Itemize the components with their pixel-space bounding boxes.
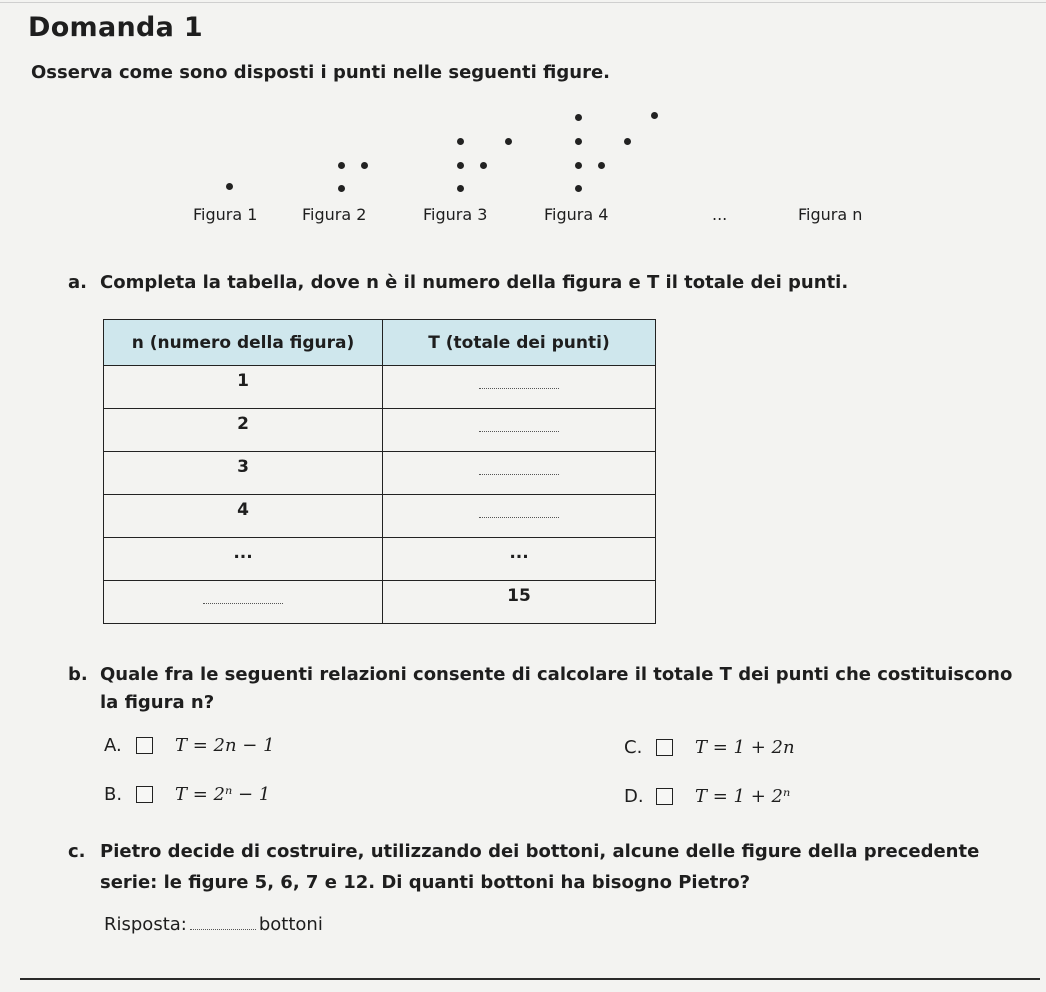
option-formula: T = 1 + 2ⁿ: [695, 786, 791, 807]
part-a-letter: a.: [68, 272, 87, 293]
question-intro: Osserva come sono disposti i punti nelle seguenti figure.: [31, 62, 611, 83]
option-label: C.: [624, 737, 643, 758]
cell-t-blank[interactable]: [383, 452, 656, 495]
dot: [575, 162, 582, 169]
figure-label: ...: [712, 205, 728, 224]
option-formula: T = 2n − 1: [175, 735, 275, 756]
part-b-letter: b.: [68, 664, 88, 685]
answer-unit: bottoni: [258, 914, 323, 935]
dot: [505, 138, 512, 145]
answer-line: [104, 914, 323, 935]
cell-n-blank[interactable]: [104, 581, 383, 624]
dot: [651, 112, 658, 119]
dot: [598, 162, 605, 169]
dot: [338, 162, 345, 169]
option-label: A.: [104, 735, 122, 756]
part-c-prompt-line2: serie: le figure 5, 6, 7 e 12. Di quanti bottoni ha bisogno Pietro?: [100, 872, 751, 893]
dot: [624, 138, 631, 145]
figure-label: Figura n: [798, 205, 863, 224]
checkbox[interactable]: [656, 788, 673, 805]
table-header-n: n (numero della figura): [104, 320, 383, 366]
table-header-t: T (totale dei punti): [383, 320, 656, 366]
table-row: [104, 581, 656, 624]
part-a-prompt: [68, 269, 848, 297]
cell-n: 1: [104, 366, 383, 409]
dot: [457, 138, 464, 145]
option-a[interactable]: [104, 735, 275, 756]
part-c-prompt: [68, 838, 979, 866]
cell-n: 3: [104, 452, 383, 495]
part-b-text-line1: Quale fra le seguenti relazioni consente di calcolare il totale T dei punti che costituiscono: [100, 664, 1013, 685]
dot: [575, 114, 582, 121]
dot: [575, 138, 582, 145]
checkbox[interactable]: [136, 786, 153, 803]
part-a-text: Completa la tabella, dove n è il numero della figura e T il totale dei punti.: [100, 272, 849, 293]
cell-t-blank[interactable]: [383, 366, 656, 409]
cell-t: ...: [383, 538, 656, 581]
dot: [457, 185, 464, 192]
dot: [480, 162, 487, 169]
part-c-letter: c.: [68, 841, 86, 862]
part-b-prompt-line2: la figura n?: [100, 692, 215, 713]
answer-blank[interactable]: [190, 915, 256, 930]
table-row: [104, 409, 656, 452]
option-label: B.: [104, 784, 123, 805]
figure-label: Figura 1: [193, 205, 258, 224]
figure-label: Figura 4: [544, 205, 609, 224]
part-b-prompt: [68, 661, 1012, 689]
dot: [361, 162, 368, 169]
checkbox[interactable]: [136, 737, 153, 754]
figure-label: Figura 2: [302, 205, 367, 224]
points-table: [103, 319, 656, 624]
answer-label: Risposta:: [104, 914, 187, 935]
cell-t: 15: [383, 581, 656, 624]
option-d[interactable]: [624, 786, 790, 807]
cell-t-blank[interactable]: [383, 409, 656, 452]
table-row: [104, 495, 656, 538]
table-row: [104, 366, 656, 409]
dot: [226, 183, 233, 190]
checkbox[interactable]: [656, 739, 673, 756]
option-label: D.: [624, 786, 644, 807]
option-formula: T = 2ⁿ − 1: [175, 784, 271, 805]
cell-n: 4: [104, 495, 383, 538]
dot: [575, 185, 582, 192]
cell-n: 2: [104, 409, 383, 452]
cell-n: ...: [104, 538, 383, 581]
option-c[interactable]: [624, 737, 795, 758]
part-c-text-line1: Pietro decide di costruire, utilizzando dei bottoni, alcune delle figure della precedente: [100, 841, 980, 862]
dot: [338, 185, 345, 192]
top-rule: [0, 2, 1046, 3]
figure-label: Figura 3: [423, 205, 488, 224]
dot: [457, 162, 464, 169]
question-title: Domanda 1: [28, 12, 203, 43]
option-b[interactable]: [104, 784, 270, 805]
table-row: [104, 452, 656, 495]
bottom-rule: [20, 978, 1040, 980]
cell-t-blank[interactable]: [383, 495, 656, 538]
option-formula: T = 1 + 2n: [695, 737, 795, 758]
table-row: [104, 538, 656, 581]
